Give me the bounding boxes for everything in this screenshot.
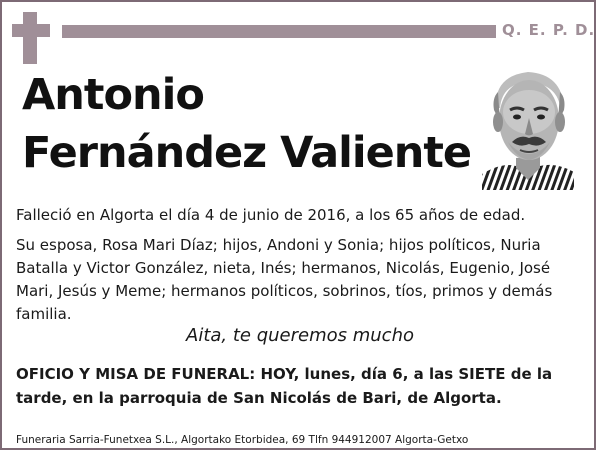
family-text: Su esposa, Rosa Mari Díaz; hijos, Andoni y Sonia; hijos políticos, Nuria Batalla y Victor González, nieta, Inés; hermanos, Nicolás, Eugenio, José Mari, Jesús y Meme; hermanos políticos, sobrinos, tíos, primos y demás familia. [16, 236, 553, 323]
cross-icon [23, 12, 37, 64]
death-notice-text: Falleció en Algorta el día 4 de junio de 2016, a los 65 años de edad. [16, 206, 526, 224]
portrait-image [482, 62, 574, 190]
deceased-first-name: Antonio [22, 70, 204, 120]
funeral-home-footer: Funeraria Sarria-Funetxea S.L., Algortako Etorbidea, 69 Tlfn 944912007 Algorta-Getxo [16, 434, 469, 446]
deceased-name [22, 66, 471, 182]
header-rule [62, 25, 496, 38]
deceased-surnames: Fernández Valiente [22, 128, 472, 178]
qepd-label: Q. E. P. D. [502, 21, 596, 39]
motto-text: Aita, te queremos mucho [186, 325, 414, 346]
cross-icon-arm [12, 24, 50, 37]
funeral-announcement: OFICIO Y MISA DE FUNERAL: HOY, lunes, día 6, a las SIETE de la tarde, en la parroquia de San Nicolás de Bari, de Algorta. [16, 365, 553, 407]
portrait-photo [482, 62, 574, 190]
